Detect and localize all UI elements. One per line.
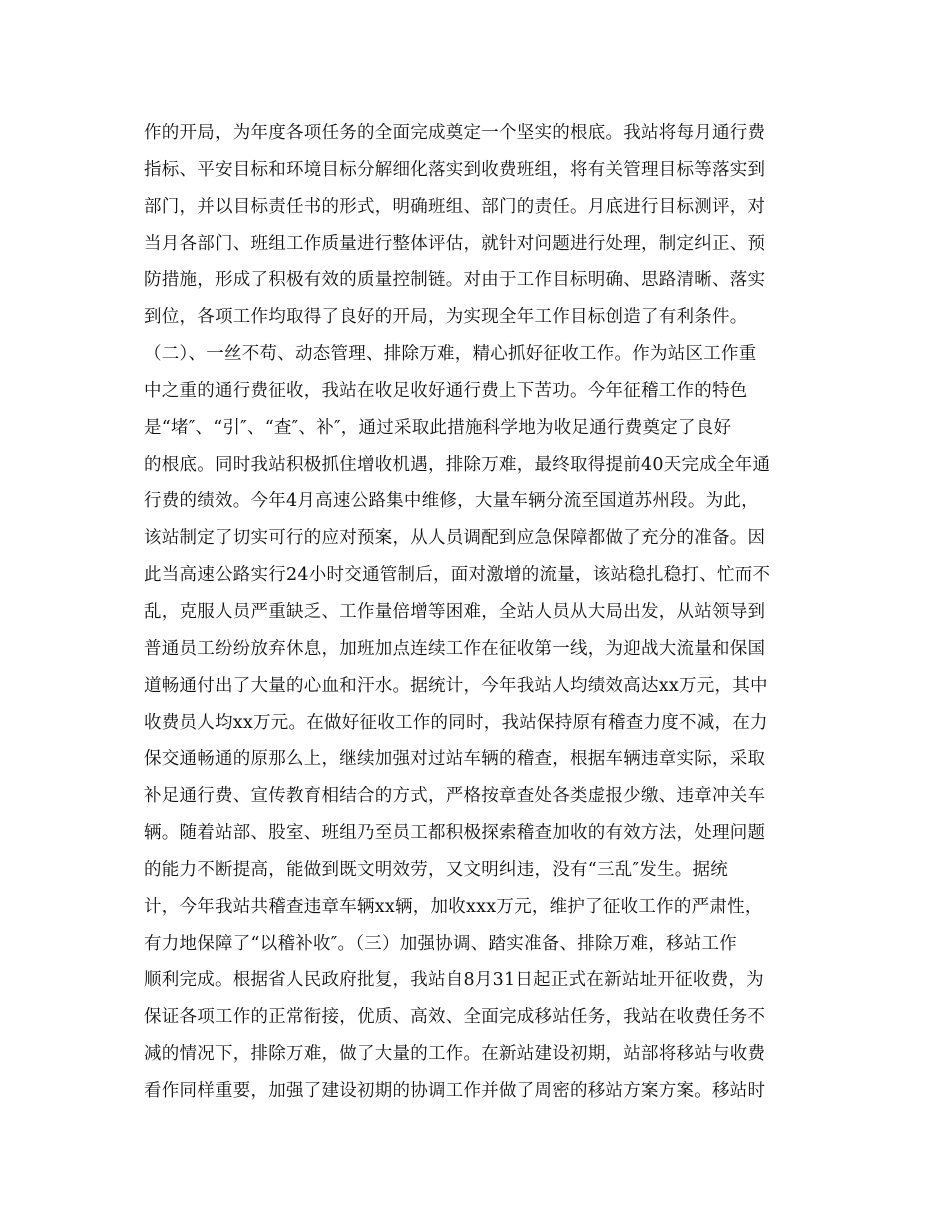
text-line-24: 顺利完成。根据省人民政府批复，我站自8月31日起正式在新站址开征收费，为 [144, 970, 764, 991]
text-line-10: 的根底。同时我站积极抓住增收机遇，排除万难，最终取得提前40天完成全年通 [144, 454, 771, 475]
text-line-12: 该站制定了切实可行的应对预案，从人员调配到应急保障都做了充分的准备。因 [144, 528, 766, 549]
text-line-21: 的能力不断提高，能做到既文明效劳，又文明纠违，没有“三乱″发生。据统 [144, 859, 728, 880]
text-line-8: 中之重的通行费征收，我站在收足收好通行费上下苦功。今年征稽工作的特色 [144, 380, 748, 401]
text-line-6: 到位，各项工作均取得了良好的开局，为实现全年工作目标创造了有利条件。 [144, 307, 748, 328]
text-line-17: 收费员人均xx万元。在做好征收工作的同时，我站保持原有稽查力度不减，在力 [144, 712, 768, 733]
body-text [144, 115, 814, 1110]
text-line-1: 作的开局，为年度各项任务的全面完成奠定一个坚实的根底。我站将每月通行费 [144, 123, 766, 143]
text-line-27: 看作同样重要，加强了建设初期的协调工作并做了周密的移站方案方案。移站时 [144, 1080, 766, 1101]
text-line-14: 乱，克服人员严重缺乏、工作量倍增等困难，全站人员从大局出发，从站领导到 [144, 601, 766, 622]
text-line-4: 当月各部门、班组工作质量进行整体评估，就针对问题进行处理，制定纠正、预 [144, 233, 766, 254]
text-line-23: 有力地保障了“以稽补收″。（三）加强协调、踏实准备、排除万难，移站工作 [144, 933, 737, 954]
text-line-26: 减的情况下，排除万难，做了大量的工作。在新站建设初期，站部将移站与收费 [144, 1044, 766, 1065]
text-line-13: 此当高速公路实行24小时交通管制后，面对激增的流量，该站稳扎稳打、忙而不 [144, 565, 771, 586]
text-line-19: 补足通行费、宣传教育相结合的方式，严格按章查处各类虚报少缴、违章冲关车 [144, 786, 766, 807]
text-line-11: 行费的绩效。今年4月高速公路集中维修，大量车辆分流至国道苏州段。为此， [144, 491, 759, 512]
text-line-22: 计，今年我站共稽查违章车辆xx辆，加收xxx万元，维护了征收工作的严肃性， [144, 896, 763, 917]
text-line-9: 是“堵″、“引″、“查″、补″，通过采取此措施科学地为收足通行费奠定了良好 [144, 417, 732, 438]
text-line-5: 防措施，形成了积极有效的质量控制链。对由于工作目标明确、思路清晰、落实 [144, 270, 766, 291]
text-line-3: 部门，并以目标责任书的形式，明确班组、部门的责任。月底进行目标测评，对 [144, 196, 766, 217]
text-line-2: 指标、平安目标和环境目标分解细化落实到收费班组，将有关管理目标等落实到 [144, 159, 766, 180]
text-line-18: 保交通畅通的原那么上，继续加强对过站车辆的稽查，根据车辆违章实际，采取 [144, 749, 766, 770]
text-line-20: 辆。随着站部、股室、班组乃至员工都积极探索稽查加收的有效方法，处理问题 [144, 823, 766, 844]
text-line-25: 保证各项工作的正常衔接，优质、高效、全面完成移站任务，我站在收费任务不 [144, 1007, 766, 1028]
text-line-7: （二）、一丝不苟、动态管理、排除万难，精心抓好征收工作。作为站区工作重 [144, 344, 757, 365]
text-line-15: 普通员工纷纷放弃休息，加班加点连续工作在征收第一线，为迎战大流量和保国 [144, 638, 766, 659]
text-line-16: 道畅通付出了大量的心血和汗水。据统计，今年我站人均绩效高达xx万元，其中 [144, 675, 768, 696]
